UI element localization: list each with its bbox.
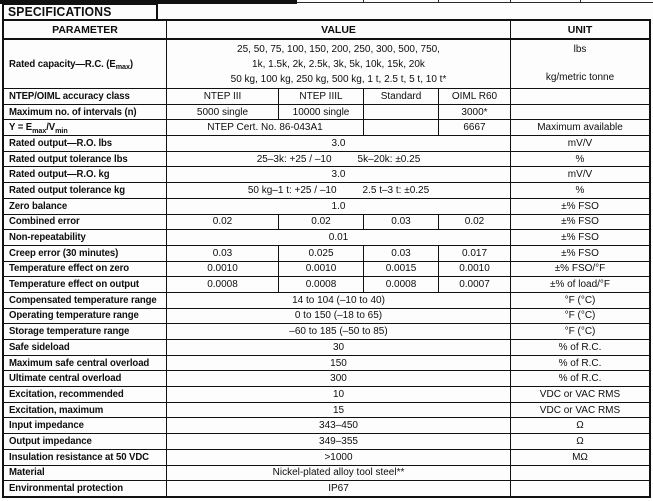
value-cell [278, 246, 363, 261]
section-title-tab [2, 3, 158, 19]
table-row [4, 339, 649, 355]
unit-cell [510, 215, 649, 230]
value-text: 1.0 [331, 200, 346, 212]
header-unit-cell [510, 21, 649, 38]
table-row [4, 276, 649, 292]
value-text: 0.03 [391, 247, 411, 259]
table-row [4, 417, 649, 433]
unit-text: % of R.C. [558, 373, 602, 385]
unit-cell [510, 418, 649, 433]
value-cell [166, 371, 510, 386]
capacity-line-lbs-2: 1k, 1.5k, 2k, 2.5k, 3k, 5k, 10k, 15k, 20k [252, 58, 425, 70]
param-label: Rated capacity—R.C. $(E_{max})$ [9, 58, 133, 71]
table-row [4, 402, 649, 418]
unit-text: ±% FSO [561, 232, 599, 244]
value-text: 0.0007 [459, 279, 490, 291]
param-label-cell [4, 120, 166, 135]
unit-cell [510, 387, 649, 402]
value-text: 0.02 [311, 216, 331, 228]
unit-cell [510, 105, 649, 120]
param-label: Compensated temperature range [9, 294, 157, 306]
param-label-cell [4, 89, 166, 104]
table-header-row [4, 21, 649, 38]
value-cell [438, 277, 510, 292]
top-crop-artifact-tick [438, 0, 439, 3]
unit-cell [510, 481, 649, 496]
param-label: Maximum no. of intervals (n) [9, 106, 137, 118]
value-cell [363, 105, 438, 120]
unit-text: mV/V [567, 137, 593, 149]
value-cell [438, 262, 510, 277]
value-text: 6667 [463, 122, 486, 134]
param-label: Rated output tolerance kg [9, 184, 126, 196]
value-text: 3.0 [331, 169, 346, 181]
param-label: Storage temperature range [9, 326, 130, 338]
value-text: 5000 single [196, 106, 249, 118]
table-row [4, 355, 649, 371]
param-label: Temperature effect on zero [9, 263, 130, 275]
value-cell [166, 481, 510, 496]
value-text-b: 5k–20k: ±0.25 [357, 153, 421, 165]
top-crop-artifact-line [297, 2, 653, 3]
unit-text: MΩ [572, 451, 588, 463]
value-cell [438, 215, 510, 230]
unit-cell [510, 199, 649, 214]
value-text: 14 to 104 (–10 to 40) [292, 294, 385, 306]
value-cell [166, 356, 510, 371]
value-cell [166, 89, 278, 104]
table-row [4, 465, 649, 481]
top-crop-artifact-tick [580, 0, 581, 3]
value-cell [166, 450, 510, 465]
value-cell [278, 89, 363, 104]
value-text: Standard [380, 90, 422, 102]
param-label-cell [4, 418, 166, 433]
value-cell [278, 105, 363, 120]
value-cell [166, 199, 510, 214]
unit-text: °F (°C) [564, 326, 596, 338]
param-label-cell [4, 356, 166, 371]
unit-text: °F (°C) [564, 310, 596, 322]
param-label-cell [4, 481, 166, 496]
value-text: 0.0010 [207, 263, 238, 275]
unit-cell [510, 152, 649, 167]
param-label-cell [4, 277, 166, 292]
param-label-cell [4, 450, 166, 465]
unit-cell [510, 450, 649, 465]
value-cell [166, 136, 510, 151]
value-text: 0.0008 [385, 279, 417, 291]
value-text: 0.01 [328, 232, 349, 244]
value-cell [166, 230, 510, 245]
table-row [4, 308, 649, 324]
specifications-table [2, 19, 651, 498]
value-cell [438, 246, 510, 261]
value-cell [166, 324, 510, 339]
value-cell [278, 277, 363, 292]
value-text: 0.02 [212, 216, 233, 228]
unit-text: ±% FSO [561, 216, 599, 228]
param-label-cell [4, 136, 166, 151]
param-label-cell [4, 105, 166, 120]
unit-lbs: lbs [573, 44, 587, 55]
value-text: OIML R60 [451, 90, 498, 102]
value-cell [166, 152, 510, 167]
unit-text: % [575, 184, 585, 196]
value-text: 0.017 [461, 247, 488, 259]
value-text-a: 25–3k: +25 / –10 [256, 153, 332, 165]
param-label-cell [4, 40, 166, 88]
capacity-line-kg: 50 kg, 100 kg, 250 kg, 500 kg, 1 t, 2.5 t, 5 t, 10 t* [230, 73, 447, 85]
value-pair [248, 185, 429, 196]
param-label: Temperature effect on output [9, 279, 139, 291]
unit-cell [510, 246, 649, 261]
param-label: Operating temperature range [9, 310, 139, 322]
value-cell [166, 466, 510, 481]
value-cell [363, 89, 438, 104]
unit-cell [510, 309, 649, 324]
param-label-part: /V [46, 122, 56, 134]
param-label-cell [4, 371, 166, 386]
unit-cell [510, 277, 649, 292]
unit-text: °F (°C) [564, 294, 596, 306]
param-label-cell [4, 167, 166, 182]
param-label-cell [4, 403, 166, 418]
value-cell [278, 262, 363, 277]
value-cell [438, 105, 510, 120]
param-label-cell [4, 183, 166, 198]
param-label-cell [4, 230, 166, 245]
param-label-cell [4, 324, 166, 339]
value-text: –60 to 185 (–50 to 85) [289, 326, 388, 338]
param-label-cell [4, 246, 166, 261]
unit-cell [510, 230, 649, 245]
table-row [4, 166, 649, 182]
value-text-b: 2.5 t–3 t: ±0.25 [362, 184, 430, 196]
value-text: NTEP III [203, 90, 242, 102]
value-cell [166, 105, 278, 120]
value-cell [166, 277, 278, 292]
param-label-cell [4, 152, 166, 167]
unit-text: % [575, 153, 585, 165]
value-cell [166, 340, 510, 355]
value-text: 349–355 [319, 435, 358, 447]
param-label-cell [4, 466, 166, 481]
top-crop-artifact-tick [510, 0, 511, 3]
value-text: 0.03 [391, 216, 411, 228]
param-label: Zero balance [9, 200, 68, 212]
header-unit: UNIT [567, 23, 593, 36]
value-cell [278, 215, 363, 230]
value-cell [166, 293, 510, 308]
unit-text: VDC or VAC RMS [539, 388, 621, 400]
value-text: 0.03 [212, 247, 233, 259]
param-label: Creep error (30 minutes) [9, 247, 119, 259]
value-cell [363, 262, 438, 277]
value-cell [166, 167, 510, 182]
value-text: >1000 [324, 451, 353, 463]
param-label-cell [4, 293, 166, 308]
value-text: 0.0008 [207, 279, 238, 291]
table-row [4, 292, 649, 308]
param-label: Rated output—R.O. lbs [9, 137, 113, 149]
param-label-cell [4, 215, 166, 230]
value-text: 0.0010 [459, 263, 490, 275]
value-text: NTEP Cert. No. 86-043A1 [207, 122, 323, 134]
value-text: 150 [330, 357, 347, 369]
value-cell [363, 277, 438, 292]
value-cell [363, 120, 438, 135]
unit-cell [510, 262, 649, 277]
table-row [4, 151, 649, 167]
unit-cell [510, 167, 649, 182]
unit-text: ±% FSO [561, 200, 599, 212]
param-label-cell [4, 199, 166, 214]
value-text: NTEP IIIL [299, 90, 343, 102]
value-cell [363, 215, 438, 230]
unit-cell [510, 434, 649, 449]
unit-text: VDC or VAC RMS [539, 404, 621, 416]
value-text: 3000* [461, 106, 488, 118]
param-label-part: min [55, 125, 68, 135]
unit-cell [510, 293, 649, 308]
value-text: 30 [332, 341, 345, 353]
unit-cell [510, 466, 649, 481]
value-cell [166, 40, 510, 88]
value-text: 10 [332, 388, 345, 400]
param-label: Material [9, 467, 45, 479]
value-cell [166, 183, 510, 198]
param-label: Rated output—R.O. kg [9, 169, 110, 181]
unit-cell [510, 340, 649, 355]
param-label-cell [4, 387, 166, 402]
param-label [9, 122, 68, 133]
value-text: 15 [332, 404, 345, 416]
header-parameter: PARAMETER [52, 23, 118, 36]
value-cell [166, 387, 510, 402]
param-label: Safe sideload [9, 341, 70, 353]
table-row [4, 135, 649, 151]
value-text: 343–450 [319, 420, 358, 432]
unit-cell [510, 403, 649, 418]
param-label: Non-repeatability [9, 232, 86, 244]
value-text: 3.0 [331, 137, 346, 149]
unit-cell [510, 371, 649, 386]
param-label: Ultimate central overload [9, 373, 122, 385]
unit-cell [510, 120, 649, 135]
header-value: VALUE [321, 23, 356, 36]
table-row [4, 182, 649, 198]
value-text: 0.0008 [305, 279, 337, 291]
header-parameter-cell [4, 21, 166, 38]
value-cell [166, 434, 510, 449]
table-row [4, 245, 649, 261]
value-cell [166, 215, 278, 230]
value-cell [166, 120, 363, 135]
param-label: Excitation, recommended [9, 388, 124, 400]
param-label-cell [4, 309, 166, 324]
table-row [4, 119, 649, 135]
unit-text: Maximum available [537, 122, 623, 134]
value-cell [166, 418, 510, 433]
param-label-part: Y = E [9, 122, 33, 134]
unit-cell [510, 183, 649, 198]
param-label: Excitation, maximum [9, 404, 104, 416]
param-label: Input impedance [9, 420, 84, 432]
table-row [4, 370, 649, 386]
value-pair [257, 154, 421, 165]
unit-cell [510, 324, 649, 339]
value-cell [438, 89, 510, 104]
table-row [4, 449, 649, 465]
param-label: Insulation resistance at 50 VDC [9, 451, 150, 463]
value-cell [363, 246, 438, 261]
unit-cell [510, 136, 649, 151]
value-text: 10000 single [292, 106, 350, 118]
unit-text: mV/V [567, 169, 593, 181]
value-cell [438, 120, 510, 135]
unit-text: Ω [576, 435, 584, 447]
capacity-line-lbs-1: 25, 50, 75, 100, 150, 200, 250, 300, 500, 750, [237, 43, 440, 55]
unit-text: % of R.C. [558, 357, 602, 369]
value-text: 0.025 [308, 247, 334, 259]
param-label: Environmental protection [9, 483, 123, 495]
value-text: IP67 [328, 483, 349, 495]
value-text: 0.0010 [305, 263, 337, 275]
value-cell [166, 246, 278, 261]
table-row [4, 198, 649, 214]
param-label: Combined error [9, 216, 80, 228]
table-row [4, 229, 649, 245]
table-row [4, 214, 649, 230]
value-text: 0.02 [464, 216, 485, 228]
table-row [4, 104, 649, 120]
param-label-part: max [32, 125, 47, 135]
unit-text: Ω [576, 420, 584, 432]
value-text: 0 to 150 (–18 to 65) [294, 310, 383, 322]
table-row [4, 88, 649, 104]
param-label-cell [4, 434, 166, 449]
unit-cell [510, 40, 649, 88]
unit-text: % of R.C. [558, 341, 602, 353]
unit-kg: kg/metric tonne [545, 72, 615, 83]
capacity-values [231, 42, 447, 87]
param-label: Maximum safe central overload [9, 357, 150, 369]
value-text: 300 [330, 373, 347, 385]
value-text: Nickel-plated alloy tool steel** [272, 467, 405, 479]
table-row [4, 433, 649, 449]
section-title: SPECIFICATIONS [8, 5, 112, 19]
table-row [4, 386, 649, 402]
value-text: 0.0015 [385, 263, 417, 275]
value-text-a: 50 kg–1 t: +25 / –10 [247, 184, 337, 196]
table-row [4, 480, 649, 496]
unit-text: ±% FSO/°F [554, 263, 606, 275]
table-row [4, 261, 649, 277]
table-row-rated-capacity [4, 38, 649, 88]
param-label: Rated output tolerance lbs [9, 153, 128, 165]
unit-text: ±% FSO [561, 247, 599, 259]
top-crop-artifact-tick [363, 0, 364, 3]
param-label: NTEP/OIML accuracy class [9, 90, 130, 102]
unit-cell [510, 356, 649, 371]
table-row [4, 323, 649, 339]
value-cell [166, 309, 510, 324]
param-label-cell [4, 262, 166, 277]
value-cell [166, 403, 510, 418]
header-value-cell [166, 21, 510, 38]
spec-rows [4, 88, 649, 496]
unit-cell [510, 89, 649, 104]
unit-text: ±% of load/°F [549, 279, 611, 291]
param-label: Output impedance [9, 435, 92, 447]
value-cell [166, 262, 278, 277]
param-label-cell [4, 340, 166, 355]
